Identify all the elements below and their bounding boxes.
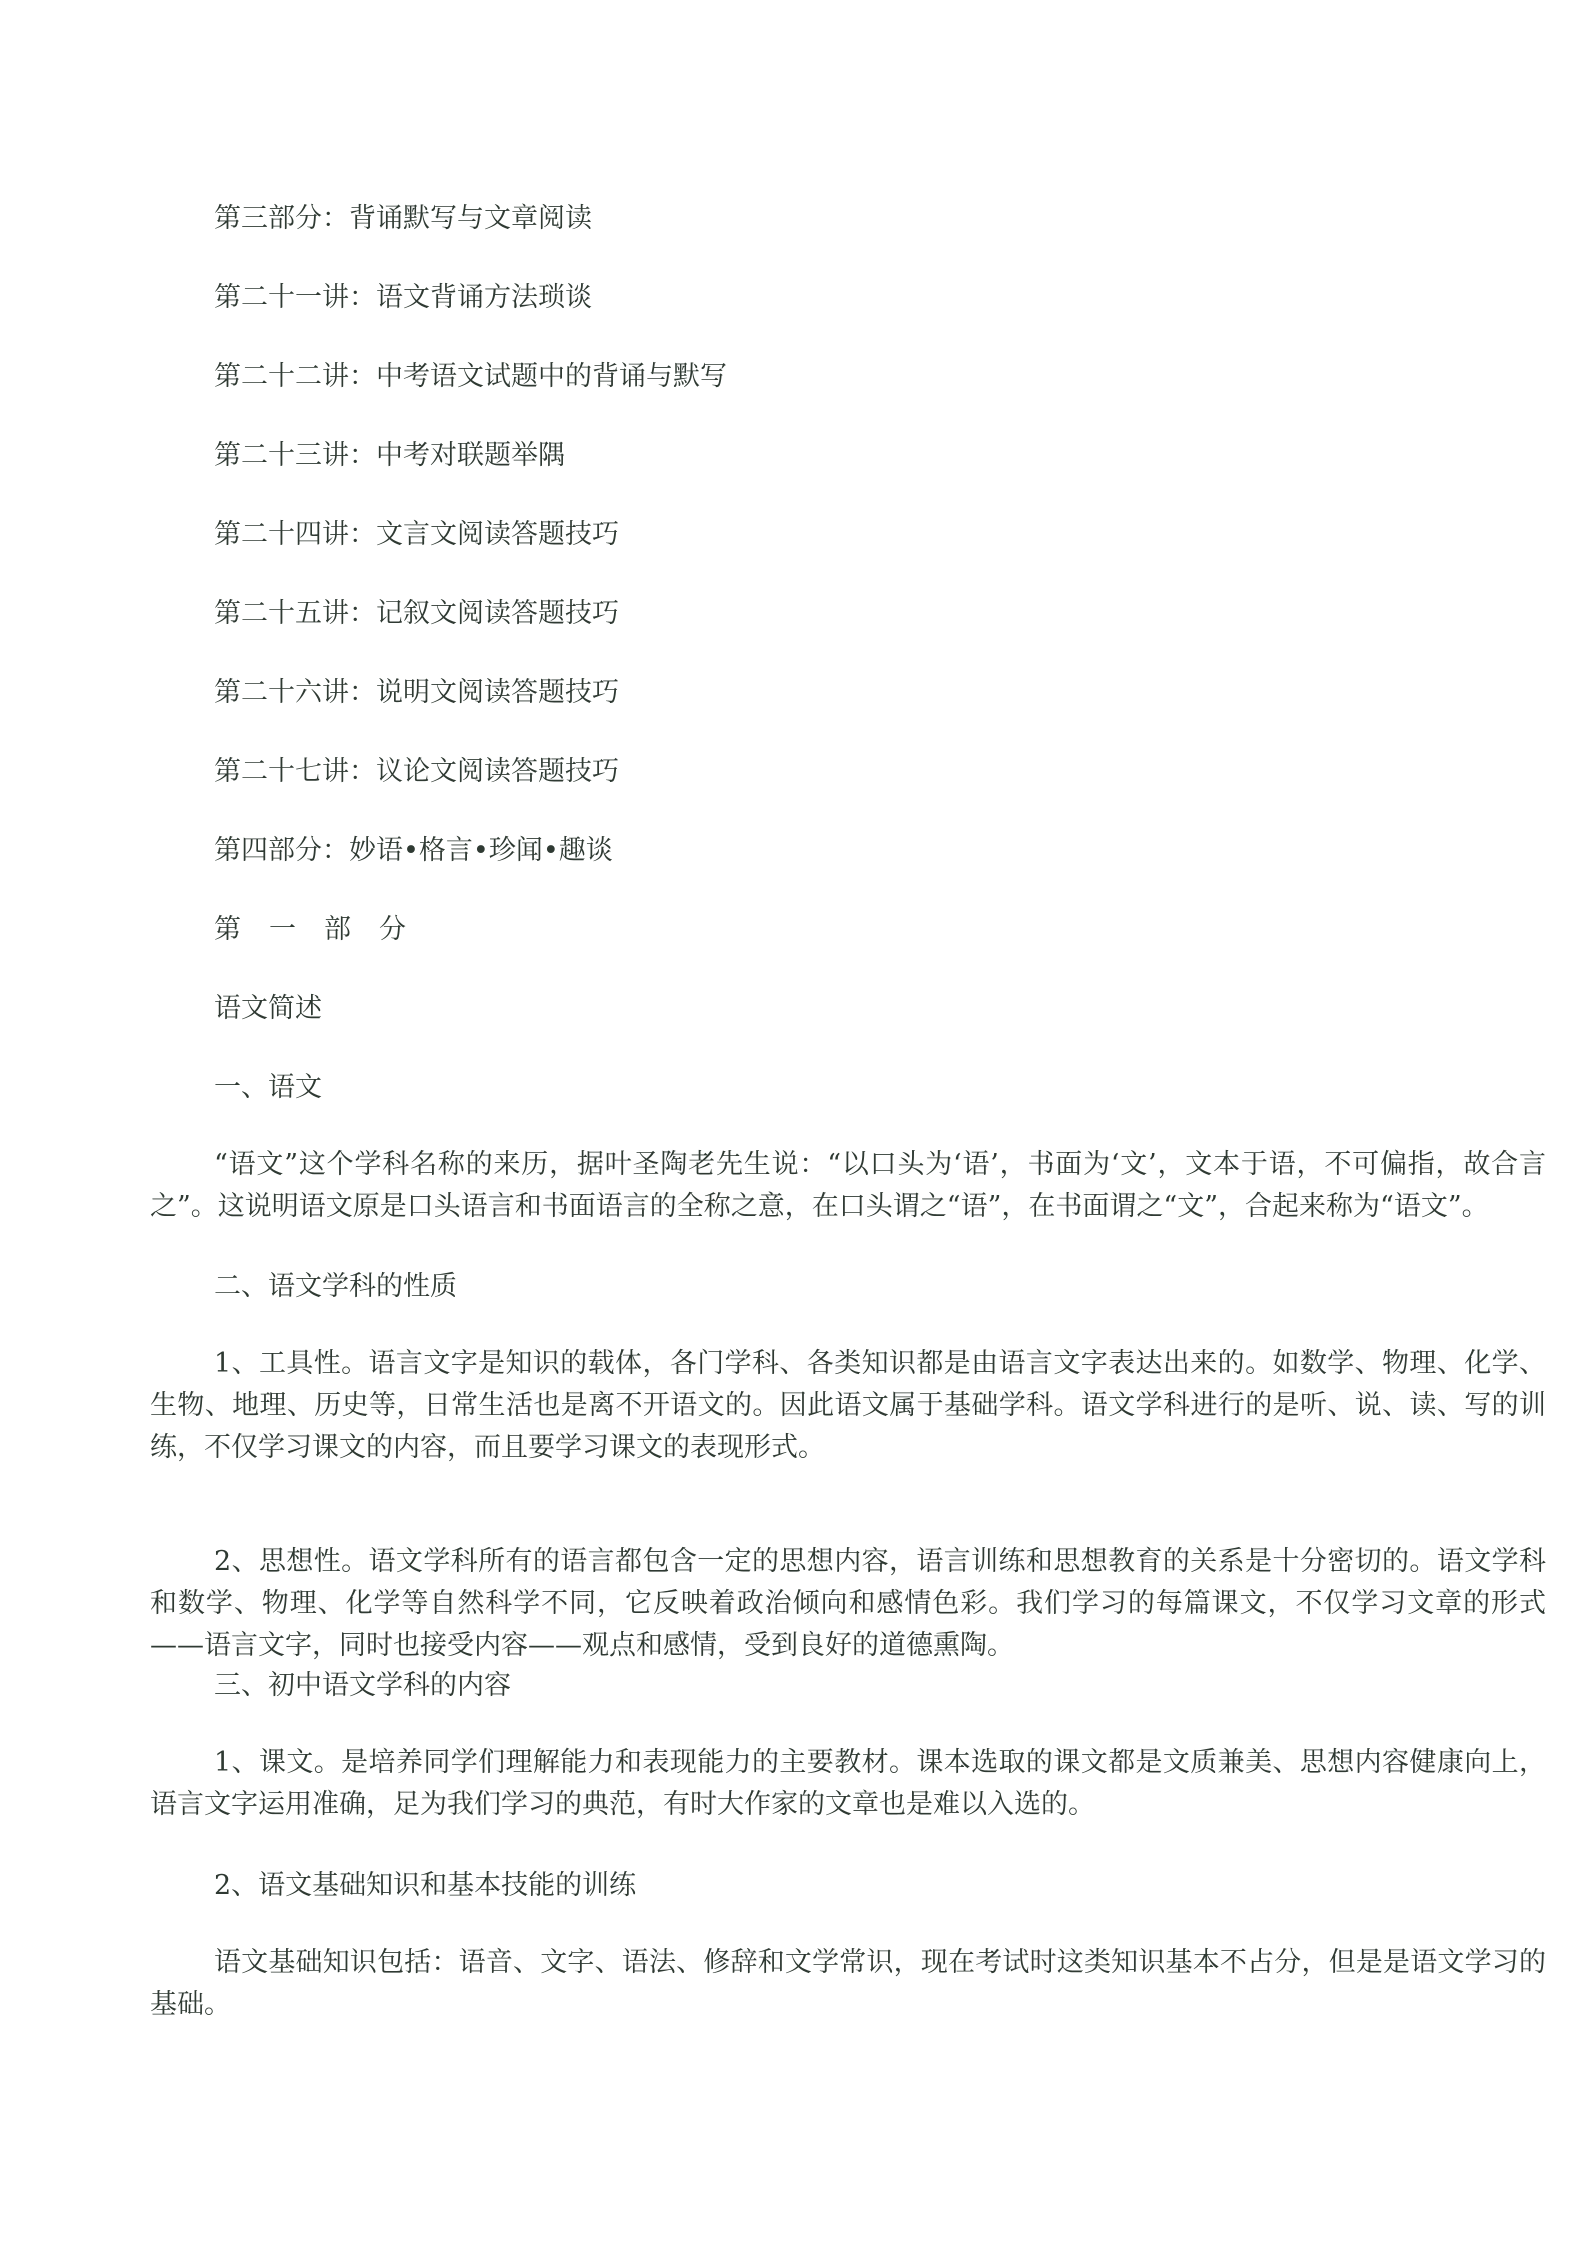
toc-item: 第二十一讲：语文背诵方法琐谈	[214, 282, 592, 313]
toc-item: 第二十六讲：说明文阅读答题技巧	[214, 677, 619, 708]
heading-4: 2、语文基础知识和基本技能的训练	[214, 1870, 637, 1901]
paragraph-5: 语文基础知识包括：语音、文字、语法、修辞和文学常识，现在考试时这类知识基本不占分，但是是语文学习的基础。	[150, 1947, 1546, 2020]
paragraph-3: 2、思想性。语文学科所有的语言都包含一定的思想内容，语言训练和思想教育的关系是十分密切的。语文学科和数学、物理、化学等自然科学不同，它反映着政治倾向和感情色彩。我们学习的每篇课文，不仅学习文章的形式——语言文字，同时也接受内容——观点和感情，受到良好的道德熏陶。	[150, 1546, 1546, 1661]
paragraph-4: 1、课文。是培养同学们理解能力和表现能力的主要教材。课本选取的课文都是文质兼美、思想内容健康向上，语言文字运用准确，足为我们学习的典范，有时大作家的文章也是难以入选的。	[150, 1747, 1546, 1820]
heading-3: 三、初中语文学科的内容	[214, 1670, 511, 1701]
heading-2: 二、语文学科的性质	[214, 1271, 457, 1302]
toc-item: 第三部分：背诵默写与文章阅读	[214, 203, 592, 234]
toc-item: 第四部分：妙语•格言•珍闻•趣谈	[214, 835, 613, 866]
part-heading: 第一部分	[214, 914, 434, 945]
table-of-contents	[214, 199, 727, 910]
toc-item: 第二十二讲：中考语文试题中的背诵与默写	[214, 361, 727, 392]
paragraph-1: “语文”这个学科名称的来历，据叶圣陶老先生说：“以口头为‘语’，书面为‘文’，文本于语，不可偏指，故合言之”。这说明语文原是口头语言和书面语言的全称之意，在口头谓之“语”，在书面谓之“文”，合起来称为“语文”。	[150, 1149, 1546, 1222]
toc-item: 第二十七讲：议论文阅读答题技巧	[214, 756, 619, 787]
toc-item: 第二十五讲：记叙文阅读答题技巧	[214, 598, 619, 629]
section-title: 语文简述	[214, 993, 322, 1024]
paragraph-2: 1、工具性。语言文字是知识的载体，各门学科、各类知识都是由语言文字表达出来的。如数学、物理、化学、生物、地理、历史等，日常生活也是离不开语文的。因此语文属于基础学科。语文学科进行的是听、说、读、写的训练，不仅学习课文的内容，而且要学习课文的表现形式。	[150, 1348, 1546, 1463]
heading-1: 一、语文	[214, 1072, 322, 1103]
toc-item: 第二十四讲：文言文阅读答题技巧	[214, 519, 619, 550]
toc-item: 第二十三讲：中考对联题举隅	[214, 440, 565, 471]
